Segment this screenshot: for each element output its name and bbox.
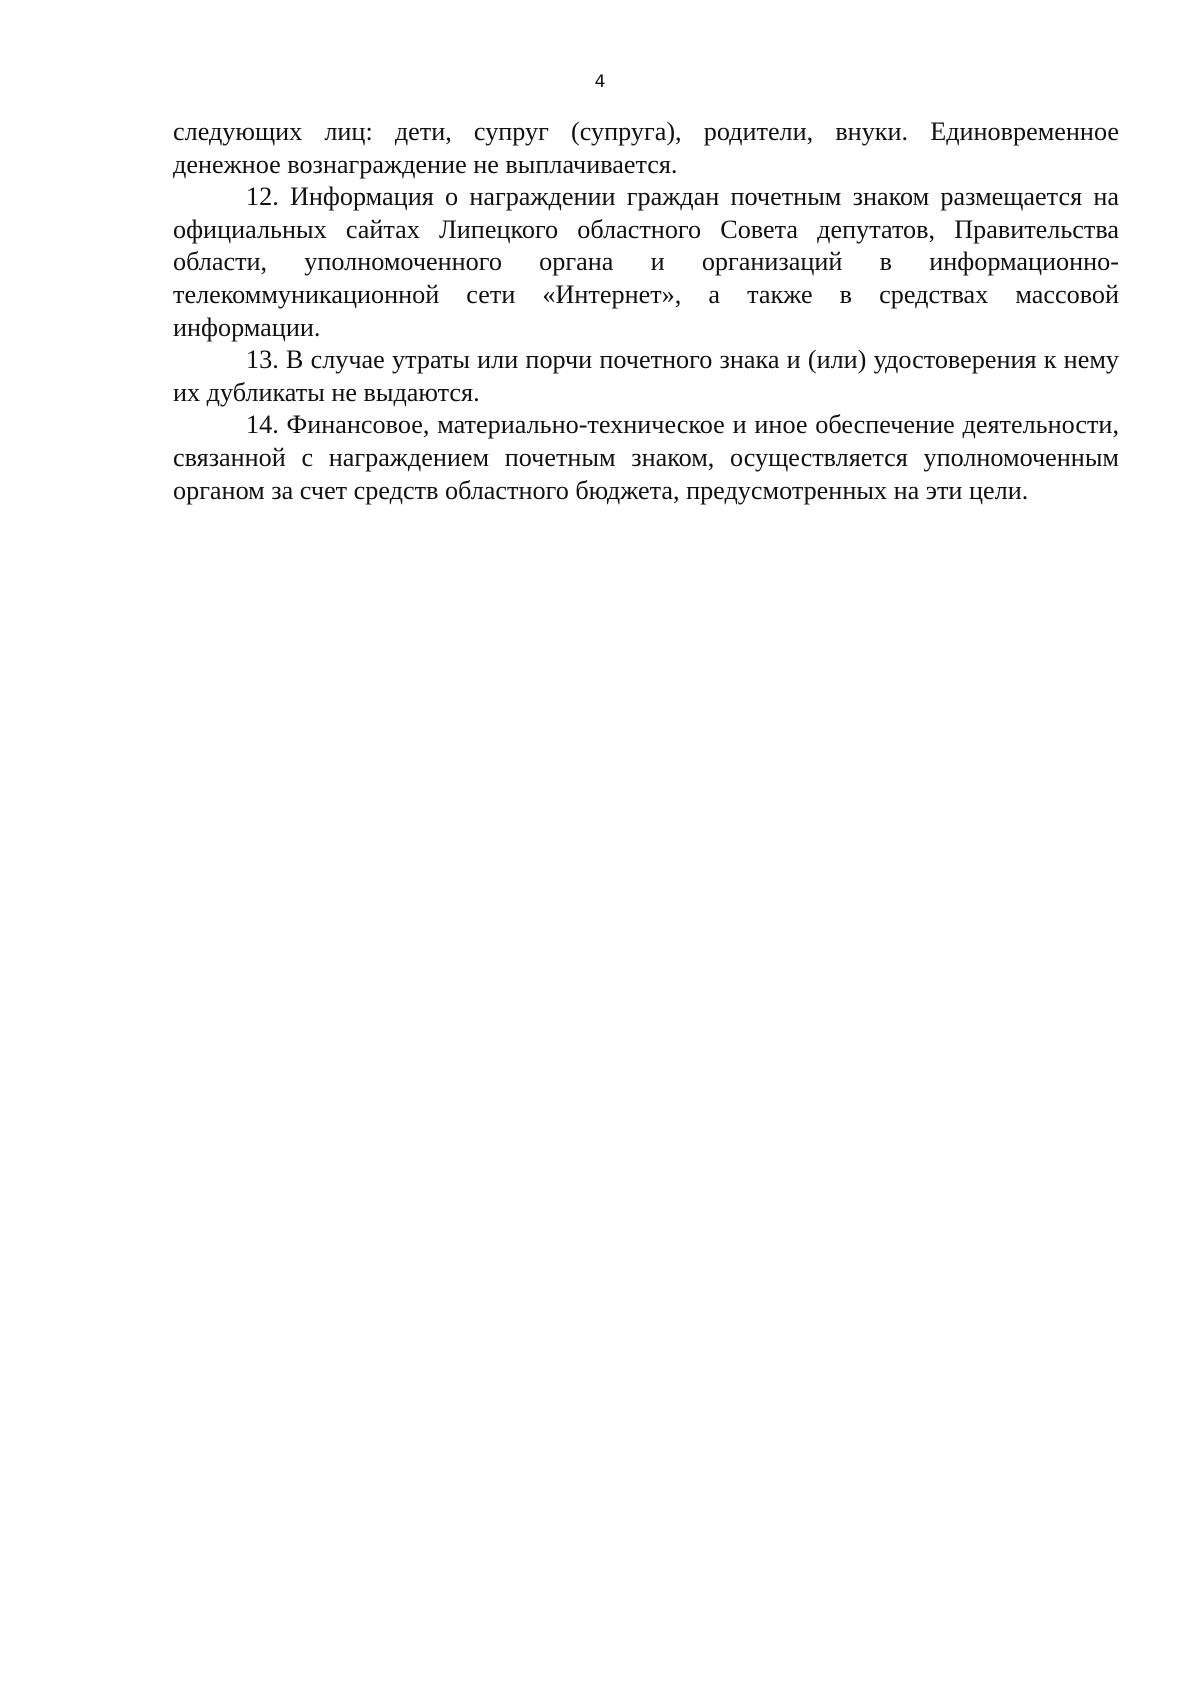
paragraph-14: 14. Финансовое, материально-техническое и иное обеспечение деятельности, связанной с награждением почетным знаком, осуществляется уполномоченным органом за счет средств областного бюджета, предусмотренных на эти цели. bbox=[173, 410, 1119, 505]
paragraph-12: 12. Информация о награждении граждан почетным знаком размещается на официальных сайтах Липецкого областного Совета депутатов, Правительства области, уполномоченного органа и организаций в информационно-телекоммуникационной сети «Интернет», а также в средствах массовой информации. bbox=[173, 182, 1119, 342]
document-body bbox=[173, 116, 1119, 507]
page-number: 4 bbox=[594, 72, 606, 92]
paragraph-continuation: следующих лиц: дети, супруг (супруга), родители, внуки. Единовременное денежное вознаграждение не выплачивается. bbox=[173, 117, 1119, 179]
paragraph-13: 13. В случае утраты или порчи почетного знака и (или) удостоверения к нему их дубликаты не выдаются. bbox=[173, 345, 1119, 407]
